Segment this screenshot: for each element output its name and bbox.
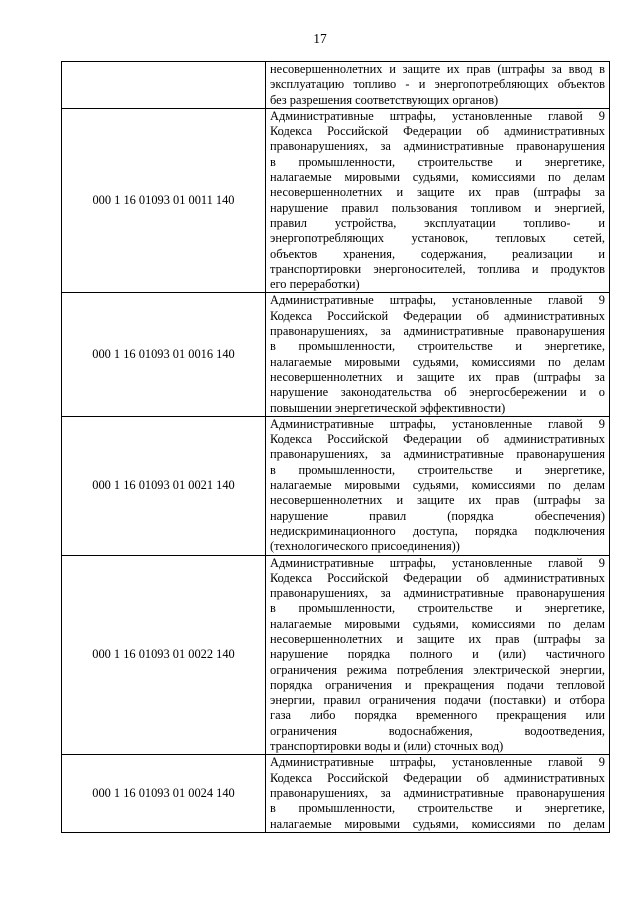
- description-line: налагаемые мировыми судьями, комиссиями по делам: [270, 478, 605, 493]
- description-line: повышении энергетической эффективности): [270, 400, 506, 415]
- description-line: в промышленности, строительстве и энергетике,: [270, 462, 605, 477]
- description-line: Кодекса Российской Федерации об административных: [270, 770, 605, 785]
- description-line: несовершеннолетних и защите их прав (штрафы за: [270, 493, 605, 508]
- description-line: его переработки): [270, 277, 360, 292]
- description-cell: [266, 293, 610, 416]
- description-line: нарушение правил (порядка обеспечения): [270, 508, 605, 523]
- description-line: Административные штрафы, установленные главой 9: [270, 755, 605, 770]
- description-line: недискриминационного доступа, порядка подключения: [270, 523, 605, 538]
- description-line: правонарушениях, за административные правонарушения: [270, 586, 605, 601]
- description-line: Административные штрафы, установленные главой 9: [270, 555, 605, 570]
- description-line: Административные штрафы, установленные главой 9: [270, 416, 605, 431]
- budget-code-cell: 000 1 16 01093 01 0024 140: [62, 755, 266, 832]
- budget-codes-table: [61, 61, 610, 833]
- description-line: энергопотребляющих установок, тепловых сетей,: [270, 231, 605, 246]
- description-cell: [266, 416, 610, 555]
- description-line: нарушение правил пользования топливом и энергией,: [270, 200, 605, 215]
- description-line: объектов хранения, содержания, реализации и: [270, 246, 605, 261]
- description-line: без разрешения соответствующих органов): [270, 92, 499, 107]
- description-line: несовершеннолетних и защите их прав (штрафы за: [270, 631, 605, 646]
- description-line: несовершеннолетних и защите их прав (штрафы за: [270, 185, 605, 200]
- description-line: правонарушениях, за административные правонарушения: [270, 785, 605, 800]
- table-row: [62, 555, 610, 755]
- page-number: 17: [313, 31, 327, 46]
- description-text: [270, 109, 605, 293]
- description-line: несовершеннолетних и защите их прав (штрафы за: [270, 369, 605, 384]
- description-line: налагаемые мировыми судьями, комиссиями по делам: [270, 170, 605, 185]
- description-line: газа либо порядка временного прекращения или: [270, 708, 605, 723]
- description-text: [270, 62, 605, 108]
- description-cell: [266, 62, 610, 109]
- description-line: ограничения режима потребления электрической энергии,: [270, 662, 605, 677]
- description-line: нарушение законодательства об энергосбережении и о: [270, 385, 605, 400]
- description-cell: [266, 108, 610, 293]
- budget-code-cell: 000 1 16 01093 01 0022 140: [62, 555, 266, 755]
- description-line: (технологического присоединения)): [270, 539, 460, 554]
- description-line: в промышленности, строительстве и энергетике,: [270, 801, 605, 816]
- table-body: [62, 62, 610, 833]
- description-text: [270, 293, 605, 415]
- description-line: налагаемые мировыми судьями, комиссиями по делам: [270, 354, 605, 369]
- budget-code-cell: 000 1 16 01093 01 0016 140: [62, 293, 266, 416]
- description-line: Административные штрафы, установленные главой 9: [270, 293, 605, 308]
- table-row: [62, 755, 610, 832]
- budget-code-cell: [62, 62, 266, 109]
- description-line: Кодекса Российской Федерации об административных: [270, 432, 605, 447]
- description-text: [270, 417, 605, 555]
- description-text: [270, 755, 605, 831]
- description-line: в промышленности, строительстве и энергетике,: [270, 339, 605, 354]
- description-line: в промышленности, строительстве и энергетике,: [270, 601, 605, 616]
- description-text: [270, 556, 605, 755]
- description-line: правил устройства, эксплуатации топливо- и: [270, 215, 605, 230]
- description-line: налагаемые мировыми судьями, комиссиями по делам: [270, 816, 605, 831]
- description-line: в промышленности, строительстве и энергетике,: [270, 154, 605, 169]
- description-cell: [266, 555, 610, 755]
- description-line: транспортировки энергоносителей, топлива и продуктов: [270, 261, 605, 276]
- table-row: [62, 108, 610, 293]
- description-line: эксплуатацию топливо - и энергопотребляющих объектов: [270, 77, 605, 92]
- description-line: правонарушениях, за административные правонарушения: [270, 139, 605, 154]
- description-line: Кодекса Российской Федерации об административных: [270, 570, 605, 585]
- description-line: правонарушениях, за административные правонарушения: [270, 324, 605, 339]
- budget-code-cell: 000 1 16 01093 01 0011 140: [62, 108, 266, 293]
- table-row: [62, 416, 610, 555]
- description-line: нарушение порядка полного и (или) частичного: [270, 647, 605, 662]
- description-line: транспортировки воды и (или) сточных вод): [270, 739, 504, 754]
- budget-code-cell: 000 1 16 01093 01 0021 140: [62, 416, 266, 555]
- description-cell: [266, 755, 610, 832]
- description-line: несовершеннолетних и защите их прав (штрафы за ввод в: [270, 62, 605, 76]
- description-line: Административные штрафы, установленные главой 9: [270, 108, 605, 123]
- table-row: [62, 293, 610, 416]
- description-line: порядка ограничения и прекращения подачи тепловой: [270, 677, 605, 692]
- description-line: Кодекса Российской Федерации об административных: [270, 124, 605, 139]
- description-line: энергии, правил ограничения подачи (поставки) и отбора: [270, 693, 605, 708]
- description-line: налагаемые мировыми судьями, комиссиями по делам: [270, 616, 605, 631]
- table-row: [62, 62, 610, 109]
- description-line: правонарушениях, за административные правонарушения: [270, 447, 605, 462]
- description-line: Кодекса Российской Федерации об административных: [270, 308, 605, 323]
- description-line: ограничения водоснабжения, водоотведения,: [270, 723, 605, 738]
